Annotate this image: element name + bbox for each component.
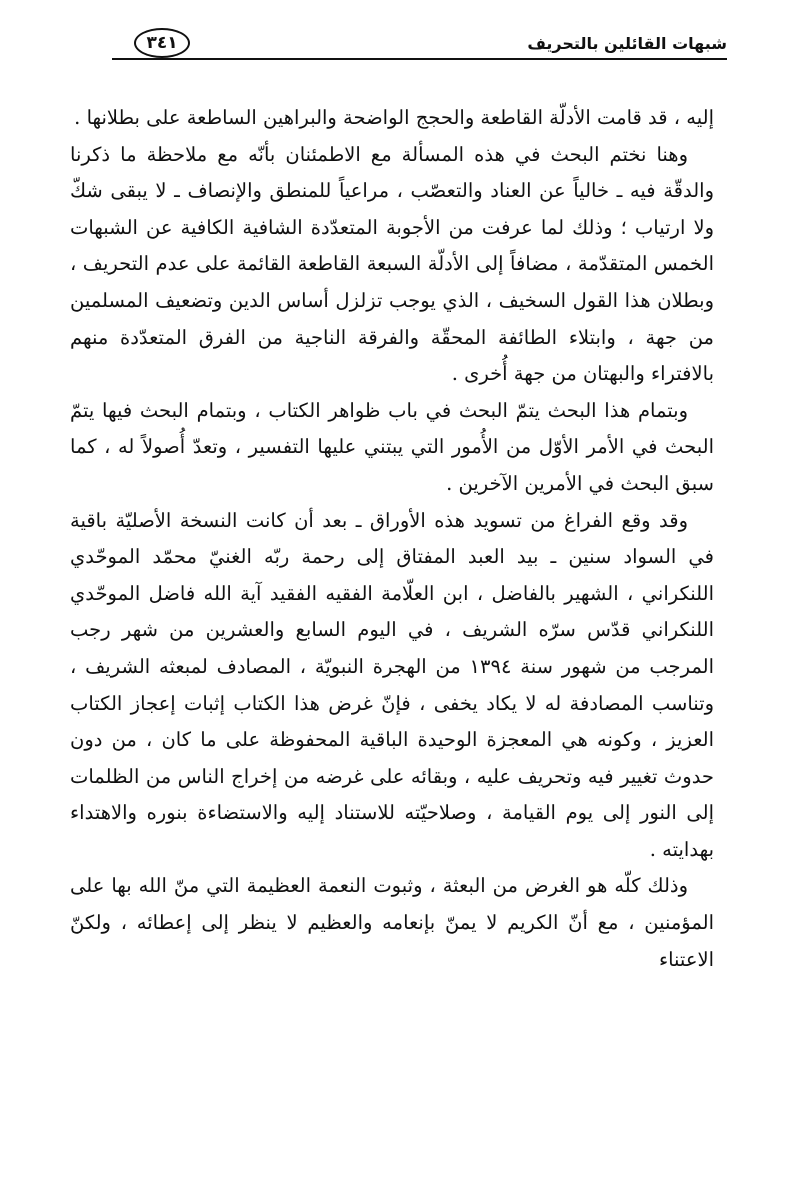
header-rule xyxy=(112,58,727,60)
page-header xyxy=(112,28,727,62)
paragraph: وبتمام هذا البحث يتمّ البحث في باب ظواهر الكتاب ، وبتمام البحث فيها يتمّ البحث في الأمر الأوّل من الأُمور التي يبتني عليها التفسير ، وتعدّ أُصولاً له ، كما سبق البحث في الأمرين الآخرين . xyxy=(70,398,714,495)
paragraph: وقد وقع الفراغ من تسويد هذه الأوراق ـ بعد أن كانت النسخة الأصليّة باقية في السواد سنين ـ بيد العبد المفتاق إلى رحمة ربّه الغنيّ محمّد الموحّدي اللنكراني ، الشهير بالفاضل ، ابن العلّامة الفقيه الفقيد آية الله فاضل الموحّدي اللنكراني قدّس سرّه الشريف ، في اليوم السابع والعشرين من شهر رجب المرجب من شهور سنة ١٣٩٤ من الهجرة النبويّة ، المصادف لمبعثه الشريف ، وتناسب المصادفة له لا يكاد يخفى ، فإنّ غرض هذا الكتاب إثبات إعجاز الكتاب العزيز ، وكونه هي المعجزة الوحيدة الباقية المحفوظة على ما كان ، من دون حدوث تغيير فيه وتحريف عليه ، وبقائه على غرضه من إخراج الناس من الظلمات إلى النور إلى يوم القيامة ، وصلاحيّته للاستناد إليه والاستضاءة بنوره والاهتداء بهدايته . xyxy=(70,508,714,861)
body-text xyxy=(70,100,714,978)
running-title: شبهات القائلين بالتحريف xyxy=(527,34,727,53)
paragraph: وهنا نختم البحث في هذه المسألة مع الاطمئنان بأنّه مع ملاحظة ما ذكرنا والدقّة فيه ـ خالياً عن العناد والتعصّب ، مراعياً للمنطق والإنصاف ـ لا يبقى شكّ ولا ارتياب ؛ وذلك لما عرفت من الأجوبة المتعدّدة الشافية الكافية عن الشبهات الخمس المتقدّمة ، مضافاً إلى الأدلّة السبعة القاطعة القائمة على عدم التحريف ، وبطلان هذا القول السخيف ، الذي يوجب تزلزل أساس الدين وتضعيف المسلمين من جهة ، وابتلاء الطائفة المحقّة والفرقة الناجية من الفرق المتعدّدة منهم بالافتراء والبهتان من جهة أُخرى . xyxy=(70,142,714,386)
page-number: ٣٤١ xyxy=(134,28,190,58)
paragraph-continuation: إليه ، قد قامت الأدلّة القاطعة والحجج الواضحة والبراهين الساطعة على بطلانها . xyxy=(74,106,714,129)
paragraph: وذلك كلّه هو الغرض من البعثة ، وثبوت النعمة العظيمة التي منّ الله بها على المؤمنين ، مع أنّ الكريم لا يمنّ بإنعامه والعظيم لا ينظر إلى إعطائه ، ولكنّ الاعتناء xyxy=(70,874,714,971)
